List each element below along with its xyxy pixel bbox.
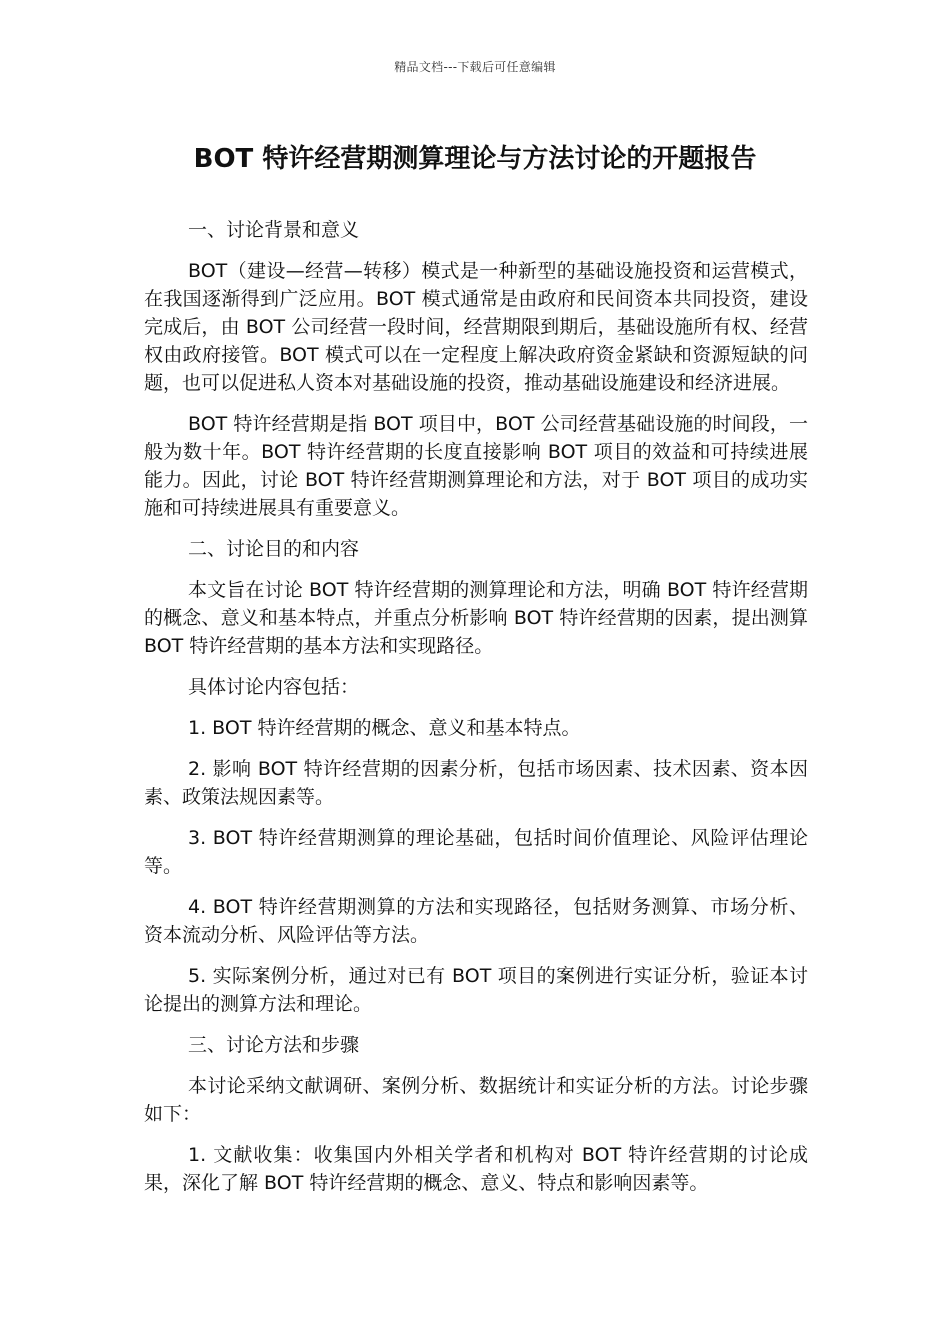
list-item: 2. 影响 BOT 特许经营期的因素分析，包括市场因素、技术因素、资本因素、政策法规因素等。 (144, 758, 808, 808)
section-heading: 二、讨论目的和内容 (188, 538, 360, 560)
list-item: 5. 实际案例分析，通过对已有 BOT 项目的案例进行实证分析，验证本讨论提出的测算方法和理论。 (144, 965, 808, 1015)
document-title: BOT 特许经营期测算理论与方法讨论的开题报告 (193, 144, 757, 174)
list-item: 3. BOT 特许经营期测算的理论基础，包括时间价值理论、风险评估理论等。 (144, 827, 808, 877)
paragraph: BOT 特许经营期是指 BOT 项目中，BOT 公司经营基础设施的时间段，一般为数十年。BOT 特许经营期的长度直接影响 BOT 项目的效益和可持续进展能力。因此，讨论 BOT 特许经营期测算理论和方法，对于 BOT 项目的成功实施和可持续进展具有重要意义。 (144, 413, 808, 519)
header-note: 精品文档---下载后可任意编辑 (394, 60, 556, 74)
paragraph: BOT（建设—经营—转移）模式是一种新型的基础设施投资和运营模式，在我国逐渐得到广泛应用。BOT 模式通常是由政府和民间资本共同投资，建设完成后，由 BOT 公司经营一段时间，经营期限到期后，基础设施所有权、经营权由政府接管。BOT 模式可以在一定程度上解决政府资金紧缺和资源短缺的问题，也可以促进私人资本对基础设施的投资，推动基础设施建设和经济进展。 (144, 260, 808, 394)
paragraph: 本讨论采纳文献调研、案例分析、数据统计和实证分析的方法。讨论步骤如下： (144, 1075, 808, 1125)
list-item: 1. 文献收集：收集国内外相关学者和机构对 BOT 特许经营期的讨论成果，深化了解 BOT 特许经营期的概念、意义、特点和影响因素等。 (144, 1144, 808, 1194)
document-body (144, 216, 808, 1210)
paragraph: 本文旨在讨论 BOT 特许经营期的测算理论和方法，明确 BOT 特许经营期的概念、意义和基本特点，并重点分析影响 BOT 特许经营期的因素，提出测算 BOT 特许经营期的基本方法和实现路径。 (144, 579, 808, 657)
list-item: 1. BOT 特许经营期的概念、意义和基本特点。 (188, 717, 581, 739)
paragraph: 具体讨论内容包括： (188, 676, 360, 698)
section-heading: 三、讨论方法和步骤 (188, 1034, 360, 1056)
list-item: 4. BOT 特许经营期测算的方法和实现路径，包括财务测算、市场分析、资本流动分析、风险评估等方法。 (144, 896, 808, 946)
section-heading: 一、讨论背景和意义 (188, 219, 360, 241)
